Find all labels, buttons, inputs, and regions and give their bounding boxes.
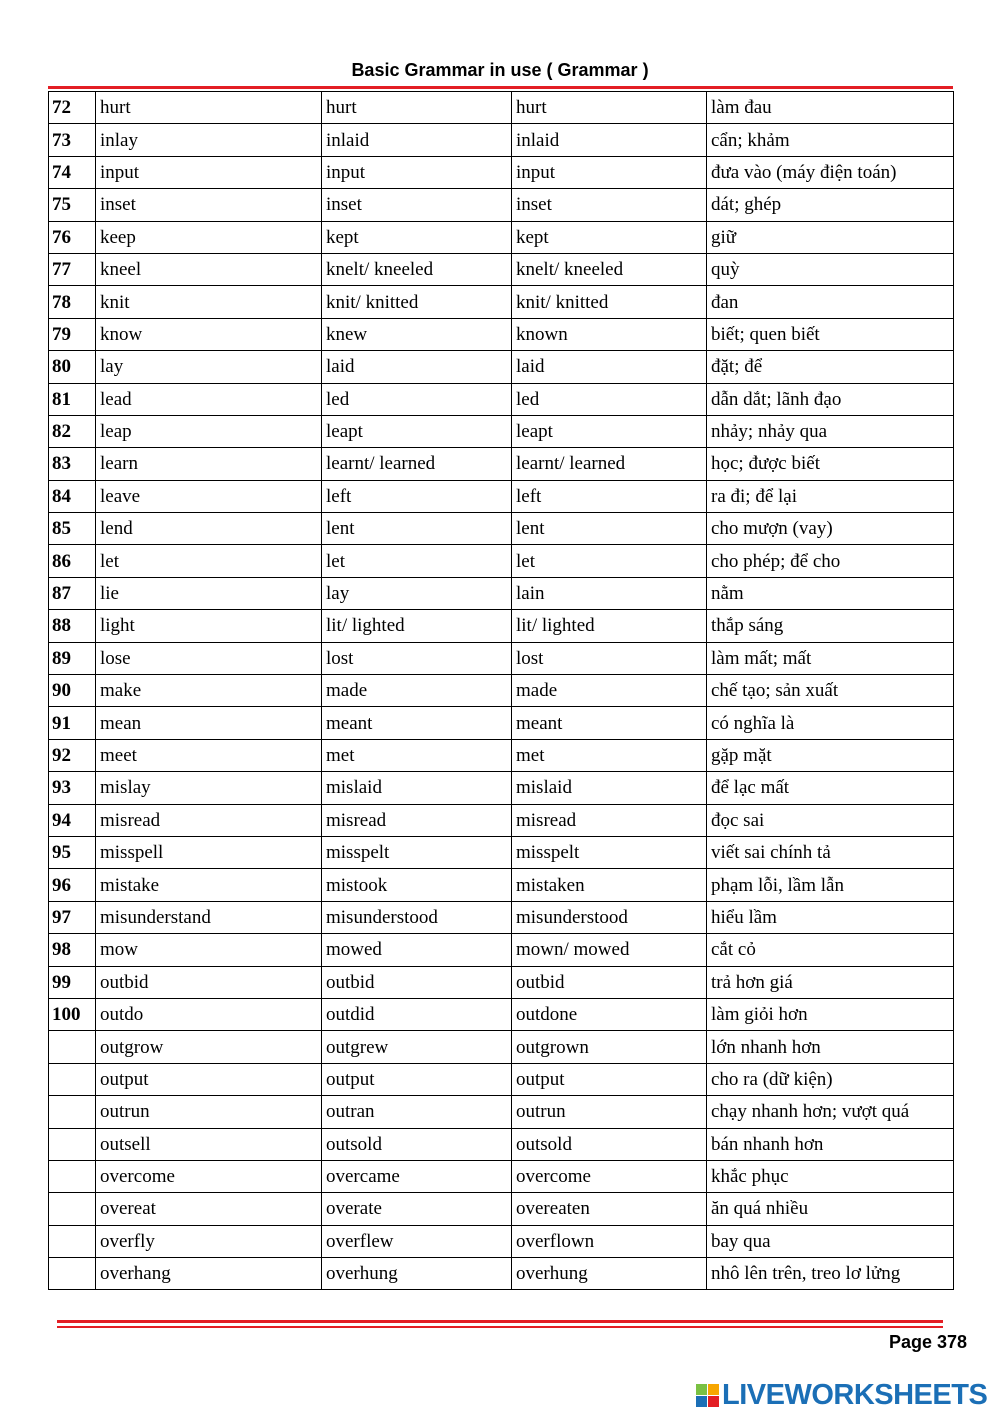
table-row [49, 998, 954, 1030]
past-participle-cell: lain [512, 577, 707, 609]
meaning-cell: chế tạo; sản xuất [707, 675, 954, 707]
base-form-cell: lose [96, 642, 322, 674]
past-simple-cell: meant [322, 707, 512, 739]
meaning-cell: làm mất; mất [707, 642, 954, 674]
past-simple-cell: knelt/ kneeled [322, 253, 512, 285]
base-form-cell: keep [96, 221, 322, 253]
row-number-cell [49, 1031, 96, 1063]
past-participle-cell: misunderstood [512, 901, 707, 933]
past-simple-cell: output [322, 1063, 512, 1095]
past-simple-cell: misread [322, 804, 512, 836]
past-simple-cell: made [322, 675, 512, 707]
past-simple-cell: overhung [322, 1258, 512, 1290]
past-participle-cell: mistaken [512, 869, 707, 901]
table-row [49, 772, 954, 804]
row-number-cell: 76 [49, 221, 96, 253]
table-row [49, 189, 954, 221]
table-row [49, 124, 954, 156]
past-participle-cell: outgrown [512, 1031, 707, 1063]
header-rule [48, 86, 953, 89]
base-form-cell: outsell [96, 1128, 322, 1160]
past-participle-cell: meant [512, 707, 707, 739]
table-row [49, 383, 954, 415]
row-number-cell: 84 [49, 480, 96, 512]
meaning-cell: đặt; để [707, 351, 954, 383]
past-participle-cell: led [512, 383, 707, 415]
past-simple-cell: led [322, 383, 512, 415]
table-row [49, 221, 954, 253]
row-number-cell: 100 [49, 998, 96, 1030]
table-row [49, 1128, 954, 1160]
past-simple-cell: left [322, 480, 512, 512]
row-number-cell: 77 [49, 253, 96, 285]
row-number-cell: 81 [49, 383, 96, 415]
table-row [49, 351, 954, 383]
meaning-cell: dát; ghép [707, 189, 954, 221]
base-form-cell: lie [96, 577, 322, 609]
row-number-cell [49, 1225, 96, 1257]
row-number-cell: 72 [49, 92, 96, 124]
base-form-cell: light [96, 610, 322, 642]
table-row [49, 1160, 954, 1192]
page-header-title: Basic Grammar in use ( Grammar ) [351, 60, 649, 80]
past-simple-cell: lost [322, 642, 512, 674]
past-simple-cell: let [322, 545, 512, 577]
base-form-cell: lay [96, 351, 322, 383]
past-participle-cell: let [512, 545, 707, 577]
row-number-cell: 82 [49, 415, 96, 447]
meaning-cell: viết sai chính tả [707, 836, 954, 868]
meaning-cell: cắt cỏ [707, 934, 954, 966]
table-row [49, 869, 954, 901]
past-simple-cell: misspelt [322, 836, 512, 868]
meaning-cell: gặp mặt [707, 739, 954, 771]
past-participle-cell: misread [512, 804, 707, 836]
base-form-cell: outdo [96, 998, 322, 1030]
meaning-cell: chạy nhanh hơn; vượt quá [707, 1096, 954, 1128]
past-participle-cell: overflown [512, 1225, 707, 1257]
table-row [49, 1096, 954, 1128]
past-participle-cell: hurt [512, 92, 707, 124]
base-form-cell: misread [96, 804, 322, 836]
past-participle-cell: knelt/ kneeled [512, 253, 707, 285]
past-simple-cell: learnt/ learned [322, 448, 512, 480]
past-participle-cell: learnt/ learned [512, 448, 707, 480]
past-participle-cell: outdone [512, 998, 707, 1030]
past-participle-cell: output [512, 1063, 707, 1095]
meaning-cell: thắp sáng [707, 610, 954, 642]
meaning-cell: quỳ [707, 253, 954, 285]
row-number-cell: 88 [49, 610, 96, 642]
row-number-cell [49, 1063, 96, 1095]
past-participle-cell: outsold [512, 1128, 707, 1160]
page-number: Page 378 [888, 1332, 967, 1352]
base-form-cell: make [96, 675, 322, 707]
row-number-cell [49, 1193, 96, 1225]
table-row [49, 1193, 954, 1225]
row-number-cell: 87 [49, 577, 96, 609]
base-form-cell: outbid [96, 966, 322, 998]
past-simple-cell: outdid [322, 998, 512, 1030]
row-number-cell [49, 1160, 96, 1192]
table-row [49, 577, 954, 609]
past-simple-cell: mislaid [322, 772, 512, 804]
past-simple-cell: outran [322, 1096, 512, 1128]
row-number-cell: 98 [49, 934, 96, 966]
meaning-cell: trả hơn giá [707, 966, 954, 998]
base-form-cell: hurt [96, 92, 322, 124]
row-number-cell: 74 [49, 156, 96, 188]
table-row [49, 253, 954, 285]
base-form-cell: know [96, 318, 322, 350]
meaning-cell: giữ [707, 221, 954, 253]
past-simple-cell: input [322, 156, 512, 188]
row-number-cell: 93 [49, 772, 96, 804]
past-simple-cell: leapt [322, 415, 512, 447]
past-simple-cell: misunderstood [322, 901, 512, 933]
past-participle-cell: input [512, 156, 707, 188]
row-number-cell [49, 1096, 96, 1128]
past-simple-cell: overate [322, 1193, 512, 1225]
meaning-cell: hiểu lầm [707, 901, 954, 933]
past-participle-cell: made [512, 675, 707, 707]
past-participle-cell: outbid [512, 966, 707, 998]
table-row [49, 156, 954, 188]
table-row [49, 415, 954, 447]
past-participle-cell: leapt [512, 415, 707, 447]
meaning-cell: đưa vào (máy điện toán) [707, 156, 954, 188]
meaning-cell: bay qua [707, 1225, 954, 1257]
table-row [49, 901, 954, 933]
past-simple-cell: outsold [322, 1128, 512, 1160]
table-row [49, 610, 954, 642]
meaning-cell: cẩn; khảm [707, 124, 954, 156]
past-simple-cell: lit/ lighted [322, 610, 512, 642]
past-simple-cell: lent [322, 513, 512, 545]
table-row [49, 318, 954, 350]
table-row [49, 1258, 954, 1290]
past-simple-cell: knit/ knitted [322, 286, 512, 318]
liveworksheets-logo-icon [696, 1384, 719, 1407]
base-form-cell: lend [96, 513, 322, 545]
table-row [49, 675, 954, 707]
meaning-cell: nằm [707, 577, 954, 609]
meaning-cell: có nghĩa là [707, 707, 954, 739]
base-form-cell: mean [96, 707, 322, 739]
table-row [49, 513, 954, 545]
base-form-cell: output [96, 1063, 322, 1095]
base-form-cell: overhang [96, 1258, 322, 1290]
meaning-cell: làm giỏi hơn [707, 998, 954, 1030]
base-form-cell: let [96, 545, 322, 577]
row-number-cell: 85 [49, 513, 96, 545]
base-form-cell: outgrow [96, 1031, 322, 1063]
meaning-cell: phạm lỗi, lầm lẫn [707, 869, 954, 901]
row-number-cell: 99 [49, 966, 96, 998]
base-form-cell: overcome [96, 1160, 322, 1192]
base-form-cell: lead [96, 383, 322, 415]
table-row [49, 545, 954, 577]
past-simple-cell: kept [322, 221, 512, 253]
meaning-cell: để lạc mất [707, 772, 954, 804]
past-participle-cell: misspelt [512, 836, 707, 868]
row-number-cell: 80 [49, 351, 96, 383]
table-row [49, 1063, 954, 1095]
past-participle-cell: outrun [512, 1096, 707, 1128]
meaning-cell: biết; quen biết [707, 318, 954, 350]
past-simple-cell: met [322, 739, 512, 771]
base-form-cell: leave [96, 480, 322, 512]
past-participle-cell: lent [512, 513, 707, 545]
meaning-cell: cho ra (dữ kiện) [707, 1063, 954, 1095]
past-participle-cell: known [512, 318, 707, 350]
past-simple-cell: lay [322, 577, 512, 609]
past-simple-cell: mistook [322, 869, 512, 901]
base-form-cell: mislay [96, 772, 322, 804]
table-row [49, 934, 954, 966]
past-participle-cell: met [512, 739, 707, 771]
past-participle-cell: lit/ lighted [512, 610, 707, 642]
row-number-cell: 83 [49, 448, 96, 480]
base-form-cell: knit [96, 286, 322, 318]
row-number-cell: 95 [49, 836, 96, 868]
past-simple-cell: mowed [322, 934, 512, 966]
past-participle-cell: mown/ mowed [512, 934, 707, 966]
table-row [49, 1225, 954, 1257]
base-form-cell: outrun [96, 1096, 322, 1128]
base-form-cell: overeat [96, 1193, 322, 1225]
meaning-cell: cho mượn (vay) [707, 513, 954, 545]
liveworksheets-logo [696, 1378, 987, 1412]
row-number-cell: 96 [49, 869, 96, 901]
past-simple-cell: inset [322, 189, 512, 221]
irregular-verbs-table [48, 91, 954, 1290]
meaning-cell: cho phép; để cho [707, 545, 954, 577]
meaning-cell: học; được biết [707, 448, 954, 480]
table-row [49, 966, 954, 998]
table-row [49, 804, 954, 836]
past-participle-cell: overeaten [512, 1193, 707, 1225]
footer-rule [57, 1320, 943, 1323]
row-number-cell: 94 [49, 804, 96, 836]
meaning-cell: ăn quá nhiều [707, 1193, 954, 1225]
base-form-cell: misspell [96, 836, 322, 868]
base-form-cell: overfly [96, 1225, 322, 1257]
table-row [49, 836, 954, 868]
past-simple-cell: inlaid [322, 124, 512, 156]
row-number-cell: 86 [49, 545, 96, 577]
row-number-cell: 79 [49, 318, 96, 350]
base-form-cell: mistake [96, 869, 322, 901]
row-number-cell [49, 1258, 96, 1290]
row-number-cell: 75 [49, 189, 96, 221]
meaning-cell: đan [707, 286, 954, 318]
base-form-cell: leap [96, 415, 322, 447]
base-form-cell: learn [96, 448, 322, 480]
row-number-cell: 73 [49, 124, 96, 156]
past-simple-cell: outbid [322, 966, 512, 998]
past-participle-cell: overcome [512, 1160, 707, 1192]
past-participle-cell: knit/ knitted [512, 286, 707, 318]
row-number-cell: 90 [49, 675, 96, 707]
past-simple-cell: overflew [322, 1225, 512, 1257]
table-row [49, 286, 954, 318]
past-participle-cell: left [512, 480, 707, 512]
meaning-cell: lớn nhanh hơn [707, 1031, 954, 1063]
past-simple-cell: knew [322, 318, 512, 350]
table-row [49, 707, 954, 739]
row-number-cell: 89 [49, 642, 96, 674]
row-number-cell: 91 [49, 707, 96, 739]
base-form-cell: misunderstand [96, 901, 322, 933]
table-row [49, 92, 954, 124]
table-row [49, 739, 954, 771]
past-participle-cell: inlaid [512, 124, 707, 156]
meaning-cell: bán nhanh hơn [707, 1128, 954, 1160]
meaning-cell: ra đi; để lại [707, 480, 954, 512]
base-form-cell: kneel [96, 253, 322, 285]
past-participle-cell: overhung [512, 1258, 707, 1290]
base-form-cell: inlay [96, 124, 322, 156]
meaning-cell: khắc phục [707, 1160, 954, 1192]
past-simple-cell: overcame [322, 1160, 512, 1192]
table-row [49, 1031, 954, 1063]
past-participle-cell: laid [512, 351, 707, 383]
base-form-cell: inset [96, 189, 322, 221]
past-simple-cell: laid [322, 351, 512, 383]
base-form-cell: meet [96, 739, 322, 771]
base-form-cell: mow [96, 934, 322, 966]
meaning-cell: nhô lên trên, treo lơ lửng [707, 1258, 954, 1290]
table-row [49, 480, 954, 512]
meaning-cell: làm đau [707, 92, 954, 124]
meaning-cell: đọc sai [707, 804, 954, 836]
past-participle-cell: kept [512, 221, 707, 253]
brand-name: LIVEWORKSHEETS [722, 1378, 988, 1411]
meaning-cell: nhảy; nhảy qua [707, 415, 954, 447]
footer-rule-thin [57, 1326, 943, 1328]
table-row [49, 448, 954, 480]
past-participle-cell: lost [512, 642, 707, 674]
row-number-cell: 92 [49, 739, 96, 771]
past-simple-cell: hurt [322, 92, 512, 124]
row-number-cell: 97 [49, 901, 96, 933]
table-row [49, 642, 954, 674]
row-number-cell: 78 [49, 286, 96, 318]
past-participle-cell: inset [512, 189, 707, 221]
row-number-cell [49, 1128, 96, 1160]
base-form-cell: input [96, 156, 322, 188]
past-simple-cell: outgrew [322, 1031, 512, 1063]
meaning-cell: dẫn dắt; lãnh đạo [707, 383, 954, 415]
past-participle-cell: mislaid [512, 772, 707, 804]
